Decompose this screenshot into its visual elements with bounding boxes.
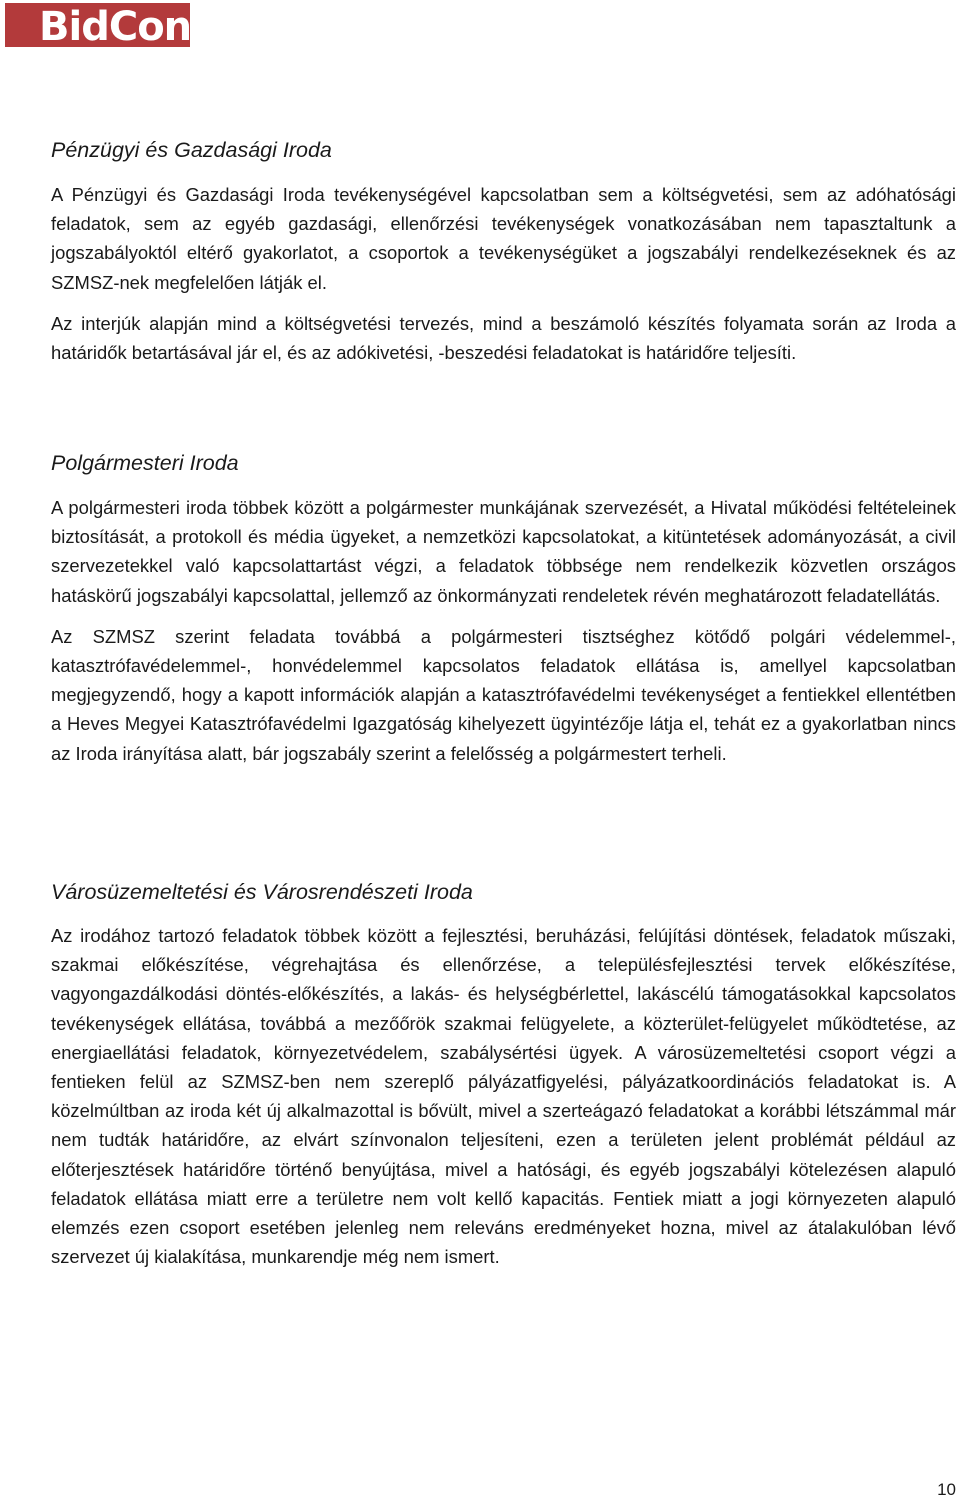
section-heading: Pénzügyi és Gazdasági Iroda [51, 138, 332, 162]
logo-text: BidCon [39, 4, 192, 50]
paragraph: Az SZMSZ szerint feladata továbbá a polgármesteri tisztséghez kötődő polgári védelemmel-, katasztrófavédelemmel-, honvédelemmel kapcsolatos feladatok ellátása is, amellyel kapcsolatban megjegyzendő, hogy a kapott információk alapján a katasztrófavédelmi tevékenységet a fentiekkel ellentétben a Heves Megyei Katasztrófavédelmi Igazgatóság kihelyezett ügyintézője látja el, tehát ez a gyakorlatban nincs az Iroda irányítása alatt, bár jogszabály szerint a felelősség a polgármestert terheli. [51, 625, 956, 764]
section-penzugyi [51, 136, 956, 367]
paragraph: A polgármesteri iroda többek között a polgármester munkájának szervezését, a Hivatal működési feltételeinek biztosítását, a protokoll és média ügyeket, a nemzetközi kapcsolatokat, a kitüntetések adományozását, a civil szervezetekkel való kapcsolattartást végzi, a feladatok többsége nem rendelkezik közvetlen országos hatáskörű jogszabályi kapcsolattal, jellemző az önkormányzati rendeletek révén meghatározott feladatellátás. [51, 497, 956, 606]
section-varosuzemeltetesi [51, 878, 956, 1271]
page-number: 10 [937, 1480, 956, 1499]
section-polgarmesteri [51, 449, 956, 768]
paragraph: A Pénzügyi és Gazdasági Iroda tevékenységével kapcsolatban sem a költségvetési, sem az adóhatósági feladatok, sem az egyéb gazdasági, ellenőrzési tevékenységek vonatkozásában nem tapasztaltunk a jogszabályoktól eltérő gyakorlatot, a csoportok a tevékenységüket a jogszabályi rendelkezéseknek és az SZMSZ-nek megfelelően látják el. [51, 184, 956, 293]
bidcon-logo [5, 3, 192, 50]
section-heading: Városüzemeltetési és Városrendészeti Iroda [51, 880, 473, 904]
section-heading: Polgármesteri Iroda [51, 451, 239, 475]
paragraph: Az irodához tartozó feladatok többek között a fejlesztési, beruházási, felújítási döntések, feladatok műszaki, szakmai előkészítése, végrehajtása és ellenőrzése, a településfejlesztési tervek előkészítése, vagyongazdálkodási döntés-előkészítés, a lakás- és helységbérlettel, lakáscélú támogatásokkal kapcsolatos tevékenységek ellátása, továbbá a mezőőrök szakmai felügyelete, a közterület-felügyelet működtetése, az energiaellátási feladatok, környezetvédelem, szabálysértési ügyek. A városüzemeltetési csoport végzi a fentieken felül az SZMSZ-ben nem szereplő pályázatfigyelési, pályázatkoordinációs feladatokat is. A közelmúltban az iroda két új alkalmazottal is bővült, mivel a szerteágazó feladatokat a korábbi létszámmal már nem tudták határidőre, az elvárt színvonalon teljesíteni, ezen a területen jelent problémát például az előterjesztések határidőre történő benyújtása, mivel a hatósági, és egyéb jogszabályi kötelezésen alapuló feladatok ellátása miatt erre a területre nem volt kellő kapacitás. Fentiek miatt a jogi környezeten alapuló elemzés ezen csoport esetében jelenleg nem releváns eredményeket hozna, mivel az átalakulóban lévő szervezet új kialakítása, munkarendje még nem ismert. [51, 925, 956, 1268]
paragraph: Az interjúk alapján mind a költségvetési tervezés, mind a beszámoló készítés folyamata során az Iroda a határidők betartásával jár el, és az adókivetési, -beszedési feladatokat is határidőre teljesíti. [51, 312, 956, 364]
